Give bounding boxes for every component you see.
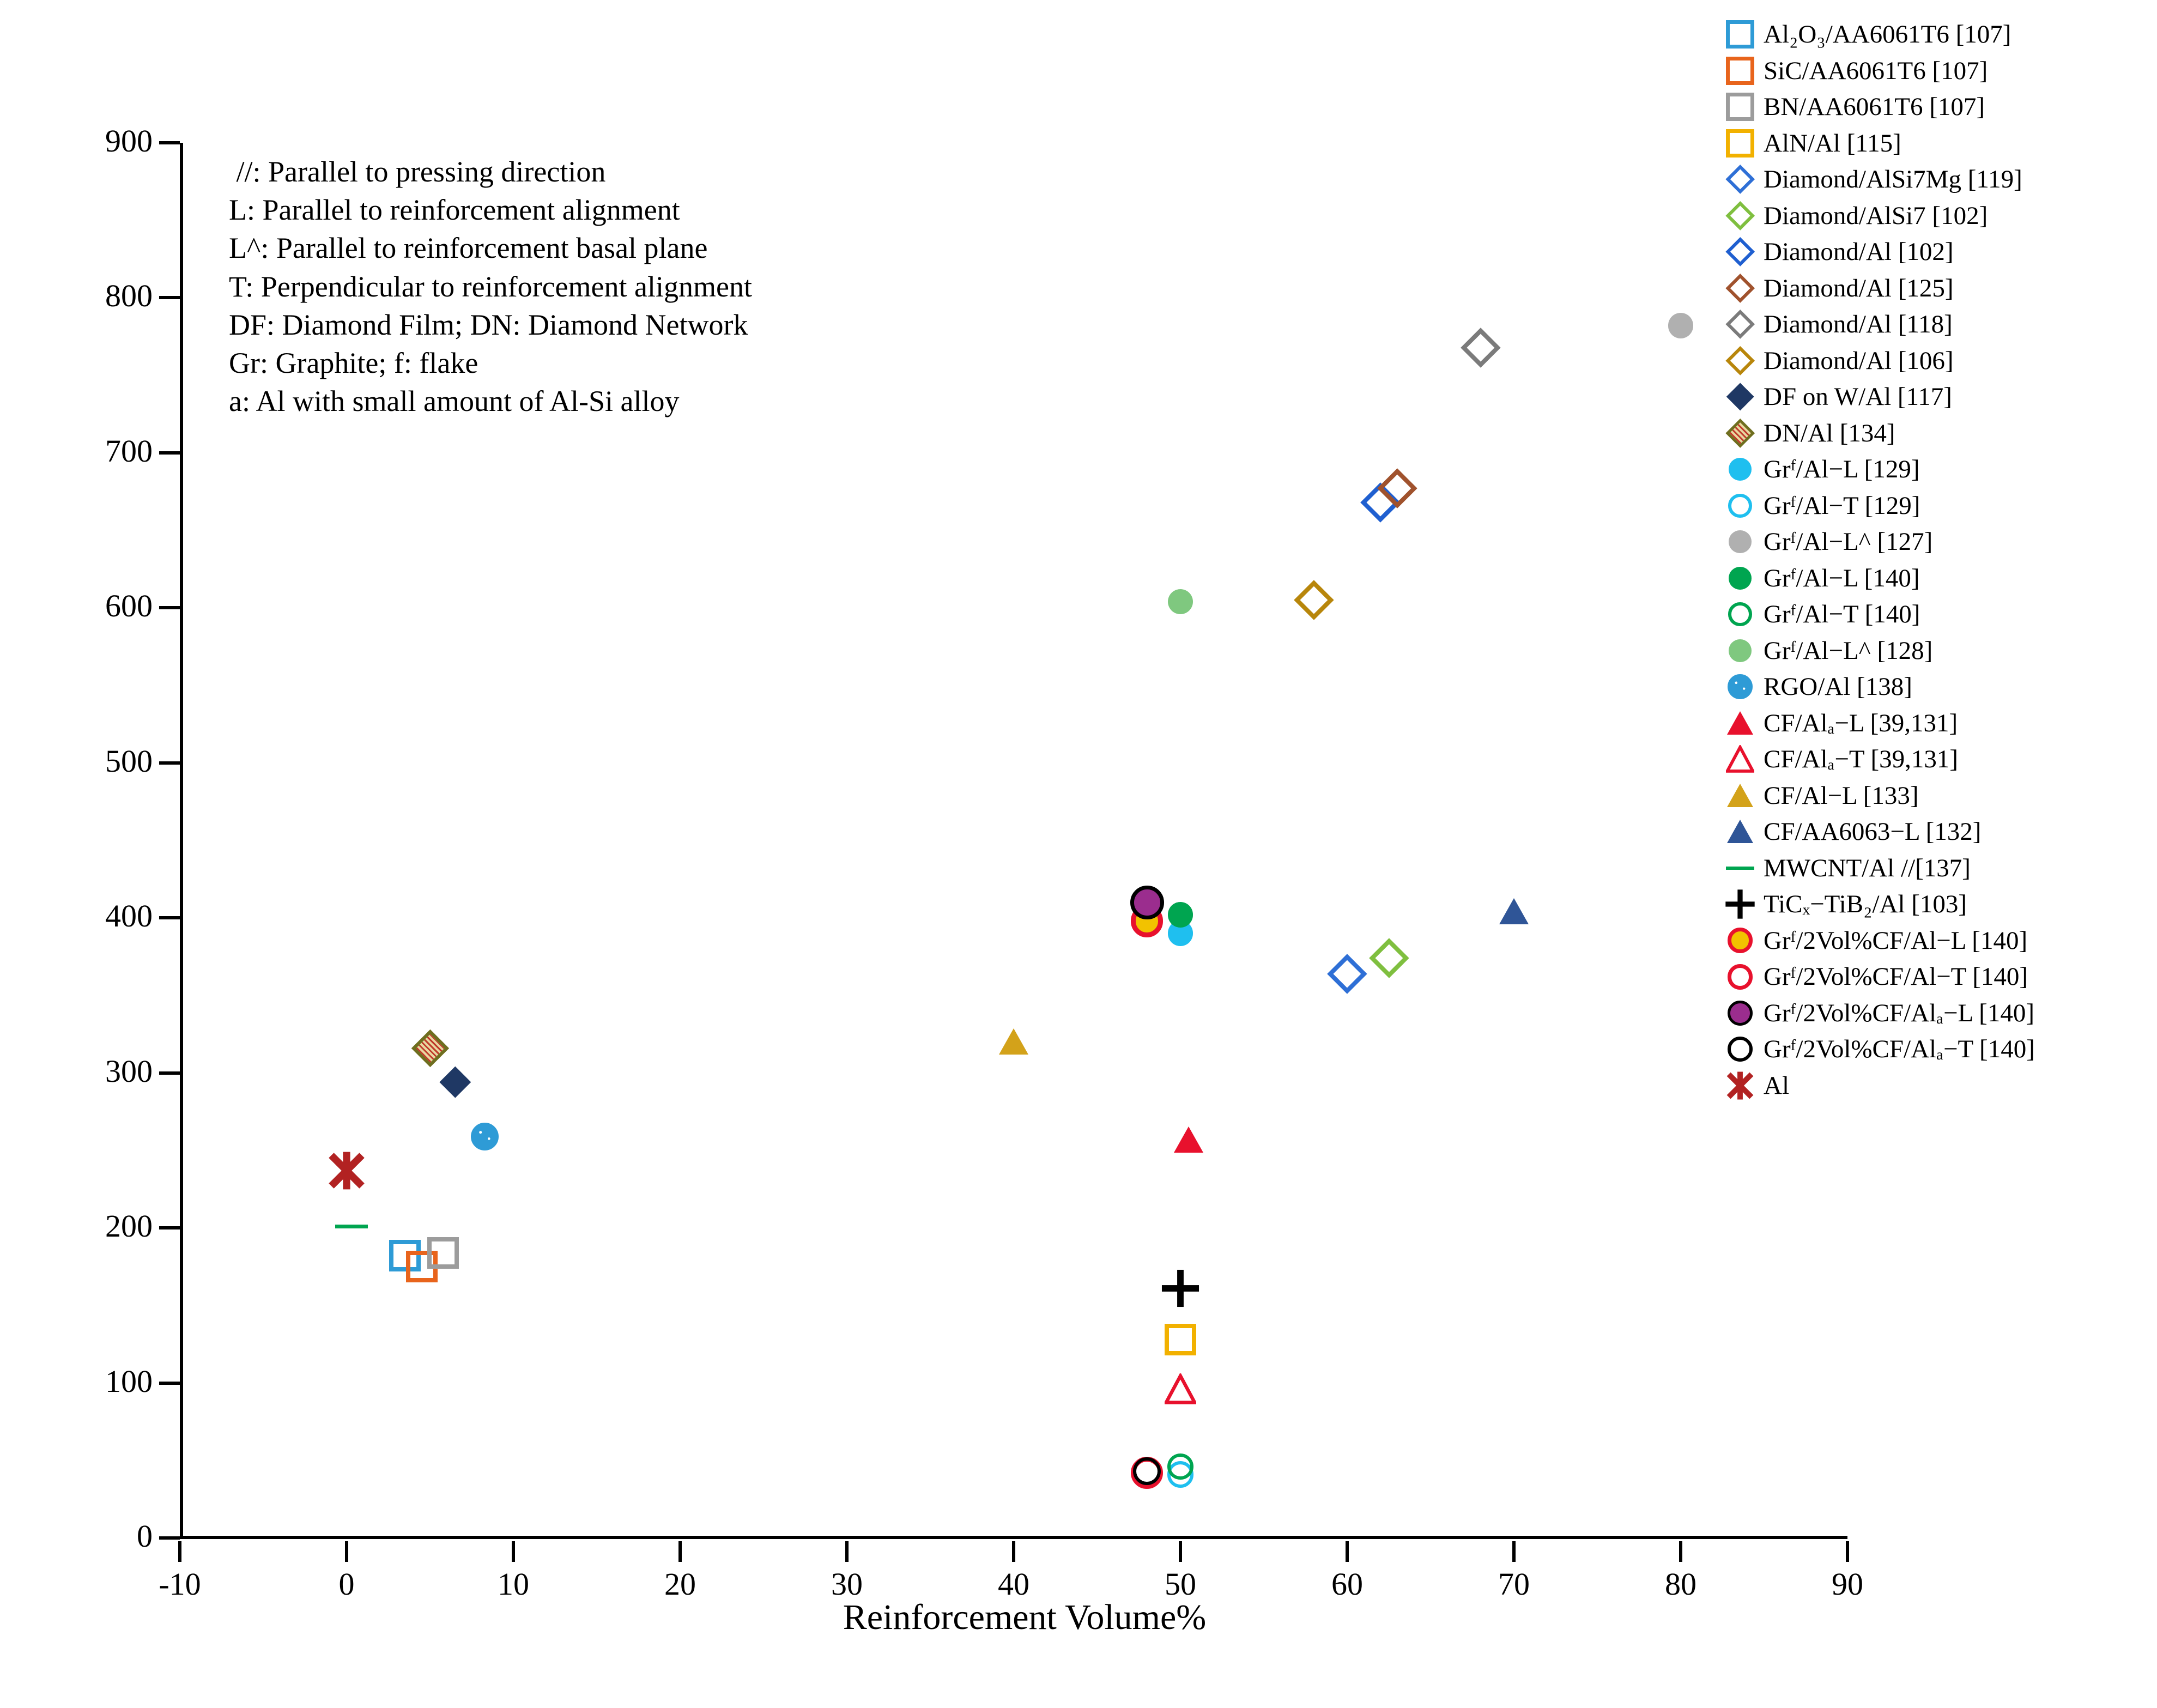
legend-marker-icon: [1717, 54, 1764, 88]
data-point: [439, 1067, 471, 1098]
y-axis-tick-label: 800: [105, 278, 153, 314]
legend-item[interactable]: [1717, 1031, 2153, 1068]
legend-marker-icon: [1717, 489, 1764, 523]
y-axis-tick-label: 500: [105, 743, 153, 779]
legend-item[interactable]: [1717, 451, 2153, 488]
data-point: [1165, 1451, 1196, 1482]
y-axis-tick-label: 700: [105, 433, 153, 469]
legend-item[interactable]: [1717, 1068, 2153, 1104]
y-axis-tick: [159, 1226, 180, 1229]
legend-item[interactable]: [1717, 705, 2153, 742]
data-point: [1165, 1373, 1196, 1405]
y-axis-tick: [159, 606, 180, 609]
data-point: [1498, 896, 1530, 928]
note-line: T: Perpendicular to reinforcement alignment: [229, 270, 752, 303]
y-axis-tick-label: 900: [105, 123, 153, 159]
legend-item[interactable]: [1717, 814, 2153, 850]
legend-marker-icon: [1717, 380, 1764, 414]
legend-marker-icon: [1717, 1032, 1764, 1066]
legend-label: Diamond/Al [125]: [1764, 274, 1954, 302]
x-axis-tick-label: 40: [998, 1566, 1029, 1602]
legend-item[interactable]: [1717, 379, 2153, 415]
y-axis-tick-label: 300: [105, 1053, 153, 1089]
x-axis-tick: [178, 1541, 181, 1562]
legend-marker-icon: [1717, 344, 1764, 378]
legend-marker-icon: [1717, 235, 1764, 269]
data-point: [1128, 883, 1166, 922]
legend-marker-icon: [1717, 597, 1764, 631]
legend-item[interactable]: [1717, 778, 2153, 814]
x-axis-tick-label: 0: [338, 1566, 355, 1602]
legend-label: Grᶠ/2Vol%CF/Alₐ−T [140]: [1764, 1035, 2035, 1064]
legend-marker-icon: [1717, 960, 1764, 994]
x-axis-tick: [1846, 1541, 1849, 1562]
legend-marker-icon: [1717, 307, 1764, 341]
legend-item[interactable]: [1717, 125, 2153, 162]
legend-item[interactable]: [1717, 89, 2153, 125]
legend-label: CF/AA6063−L [132]: [1764, 817, 1982, 846]
data-point: [1173, 1124, 1204, 1155]
legend-label: Grᶠ/Al−L [140]: [1764, 564, 1920, 592]
x-axis-tick-label: 30: [831, 1566, 863, 1602]
legend-label: Al₂O₃/AA6061T6 [107]: [1764, 20, 2011, 49]
x-axis-tick-label: 90: [1832, 1566, 1863, 1602]
legend-label: Grᶠ/2Vol%CF/Alₐ−L [140]: [1764, 998, 2034, 1027]
legend-label: Grᶠ/Al−L [129]: [1764, 455, 1920, 484]
data-point: [1165, 586, 1196, 617]
legend-marker-icon: [1717, 996, 1764, 1030]
legend-item[interactable]: [1717, 923, 2153, 959]
x-axis-tick: [845, 1541, 849, 1562]
y-axis-tick: [159, 1536, 180, 1540]
legend-label: Grᶠ/Al−T [140]: [1764, 600, 1920, 629]
y-axis-tick: [159, 296, 180, 299]
x-axis-tick: [345, 1541, 348, 1562]
legend-marker-icon: [1717, 742, 1764, 776]
legend-item[interactable]: [1717, 596, 2153, 633]
y-axis-tick: [159, 761, 180, 765]
legend-marker-icon: [1717, 199, 1764, 233]
legend-label: BN/AA6061T6 [107]: [1764, 93, 1985, 122]
data-point: [412, 1030, 448, 1066]
legend-marker-icon: [1717, 452, 1764, 486]
data-point: [1295, 581, 1333, 619]
legend-marker-icon: [1717, 924, 1764, 958]
legend-item[interactable]: [1717, 16, 2153, 53]
legend-marker-icon: [1717, 634, 1764, 668]
x-axis-tick: [678, 1541, 682, 1562]
legend-marker-icon: [1717, 851, 1764, 885]
y-axis-tick: [159, 451, 180, 455]
legend: [1717, 16, 2153, 1104]
y-axis-tick: [159, 1071, 180, 1075]
legend-label: Diamond/Al [102]: [1764, 238, 1954, 267]
legend-marker-icon: [1717, 670, 1764, 704]
legend-label: CF/Al−L [133]: [1764, 781, 1919, 810]
x-axis-tick-label: 20: [664, 1566, 696, 1602]
legend-item[interactable]: [1717, 995, 2153, 1032]
x-axis-title: Reinforcement Volume%: [843, 1597, 1207, 1637]
note-line: L: Parallel to reinforcement alignment: [229, 193, 680, 227]
legend-label: CF/Alₐ−L [39,131]: [1764, 708, 1958, 737]
legend-marker-icon: [1717, 90, 1764, 124]
note-line: L^: Parallel to reinforcement basal plane: [229, 232, 708, 265]
legend-marker-icon: [1717, 706, 1764, 740]
legend-label: Diamond/Al [118]: [1764, 310, 1953, 339]
data-point: [1462, 328, 1500, 366]
legend-label: CF/Alₐ−T [39,131]: [1764, 745, 1959, 774]
legend-label: Grᶠ/2Vol%CF/Al−T [140]: [1764, 962, 2028, 991]
note-line: a: Al with small amount of Al-Si alloy: [229, 385, 680, 418]
legend-marker-icon: [1717, 416, 1764, 450]
legend-item[interactable]: [1717, 161, 2153, 198]
x-axis-tick-label: 70: [1498, 1566, 1530, 1602]
x-axis-tick: [1512, 1541, 1516, 1562]
y-axis-tick-label: 600: [105, 588, 153, 624]
legend-label: MWCNT/Al //[137]: [1764, 853, 1971, 882]
legend-marker-icon: [1717, 1069, 1764, 1103]
legend-item[interactable]: [1717, 524, 2153, 560]
x-axis-tick: [512, 1541, 515, 1562]
data-point: [1131, 1456, 1163, 1487]
y-axis-tick-label: 400: [105, 898, 153, 934]
data-point: [427, 1237, 459, 1269]
y-axis-tick: [159, 1382, 180, 1385]
legend-marker-icon: [1717, 779, 1764, 813]
data-point: [1328, 955, 1366, 993]
data-point: [1378, 469, 1416, 507]
note-line: Gr: Graphite; f: flake: [229, 346, 478, 379]
data-point: [335, 1210, 368, 1243]
x-axis-tick-label: 50: [1165, 1566, 1196, 1602]
legend-label: AlN/Al [115]: [1764, 129, 1901, 158]
legend-marker-icon: [1717, 815, 1764, 849]
data-point: [1165, 1324, 1196, 1355]
legend-item[interactable]: [1717, 850, 2153, 887]
legend-marker-icon: [1717, 126, 1764, 160]
legend-label: Diamond/Al [106]: [1764, 346, 1954, 375]
y-axis-tick: [159, 141, 180, 144]
legend-label: Grᶠ/Al−L^ [127]: [1764, 528, 1933, 556]
x-axis-tick: [1346, 1541, 1349, 1562]
legend-item[interactable]: [1717, 560, 2153, 597]
legend-item[interactable]: [1717, 234, 2153, 270]
y-axis-tick: [159, 916, 180, 919]
legend-label: Grᶠ/2Vol%CF/Al−L [140]: [1764, 926, 2028, 955]
legend-marker-icon: [1717, 271, 1764, 305]
x-axis-tick-label: 60: [1331, 1566, 1363, 1602]
y-axis-tick-label: 100: [105, 1363, 153, 1399]
note-line: //: Parallel to pressing direction: [229, 155, 606, 188]
legend-item[interactable]: [1717, 488, 2153, 524]
legend-item[interactable]: [1717, 270, 2153, 307]
data-point: [325, 1149, 368, 1192]
x-axis-tick: [1179, 1541, 1182, 1562]
x-axis-tick-label: 80: [1665, 1566, 1696, 1602]
legend-label: Al: [1764, 1071, 1789, 1100]
y-axis-tick-label: 200: [105, 1208, 153, 1244]
legend-item[interactable]: [1717, 886, 2153, 923]
legend-item[interactable]: [1717, 53, 2153, 89]
data-point: [1165, 899, 1196, 931]
legend-item[interactable]: [1717, 198, 2153, 234]
legend-item[interactable]: [1717, 741, 2153, 778]
data-point: [469, 1121, 501, 1152]
legend-label: DN/Al [134]: [1764, 419, 1895, 447]
legend-item[interactable]: [1717, 669, 2153, 705]
legend-item[interactable]: [1717, 306, 2153, 343]
legend-label: RGO/Al [138]: [1764, 673, 1912, 701]
legend-marker-icon: [1717, 525, 1764, 559]
x-axis-tick-label: 10: [498, 1566, 529, 1602]
data-point: [998, 1026, 1029, 1058]
legend-item[interactable]: [1717, 633, 2153, 669]
legend-item[interactable]: [1717, 343, 2153, 379]
legend-label: Grᶠ/Al−L^ [128]: [1764, 636, 1933, 665]
legend-item[interactable]: [1717, 959, 2153, 995]
legend-label: SiC/AA6061T6 [107]: [1764, 56, 1988, 85]
legend-label: DF on W/Al [117]: [1764, 383, 1952, 411]
data-point: [1665, 310, 1696, 342]
note-line: DF: Diamond Film; DN: Diamond Network: [229, 308, 748, 341]
x-axis-tick: [1679, 1541, 1682, 1562]
data-point: [1370, 939, 1408, 977]
legend-label: Grᶠ/Al−T [129]: [1764, 491, 1920, 520]
x-axis-tick: [1012, 1541, 1015, 1562]
plot-area: [180, 143, 1847, 1538]
legend-marker-icon: [1717, 17, 1764, 51]
legend-label: Diamond/AlSi7 [102]: [1764, 201, 1988, 230]
legend-label: TiCₓ−TiB₂/Al [103]: [1764, 890, 1967, 919]
data-point: [1160, 1268, 1201, 1309]
legend-marker-icon: [1717, 561, 1764, 595]
legend-marker-icon: [1717, 887, 1764, 921]
x-axis-tick-label: -10: [159, 1566, 201, 1602]
legend-item[interactable]: [1717, 415, 2153, 452]
legend-marker-icon: [1717, 162, 1764, 196]
legend-label: Diamond/AlSi7Mg [119]: [1764, 165, 2022, 194]
y-axis-tick-label: 0: [137, 1518, 153, 1554]
